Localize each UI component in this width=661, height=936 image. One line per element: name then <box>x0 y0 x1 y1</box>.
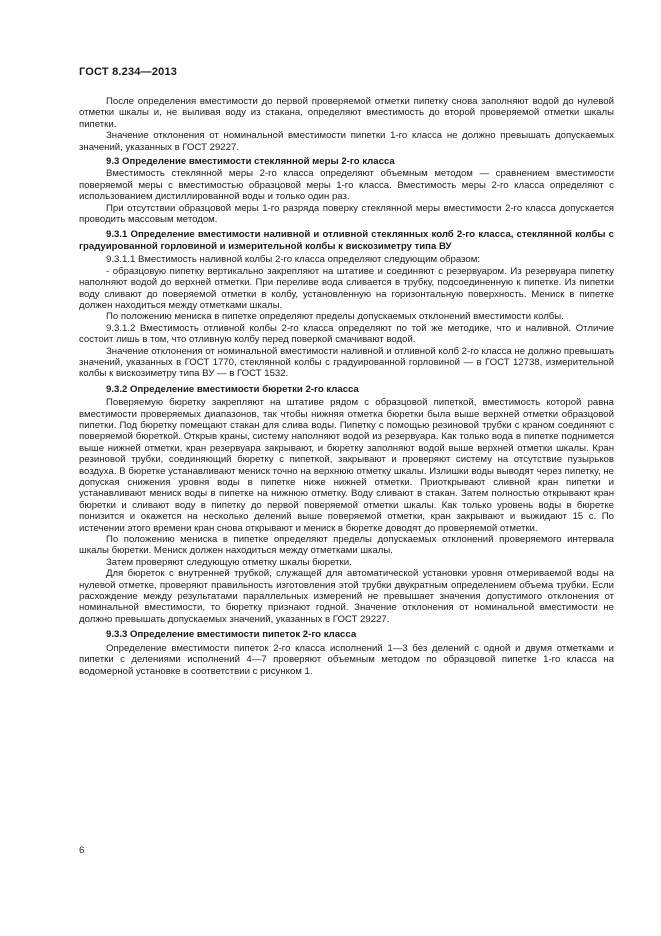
paragraph: Для бюреток с внутренней трубкой, служащей для автоматической установки уровня отмериваемой воды на нулевой отметке, проверяют правильность изготовления этой трубки двукратным определением объема трубки. Если расхождение между результатами параллельных измерений не превышает значения допустимого отклонения от номинальной вместимости, то бюретку признают годной. Значение отклонения от номинальной вместимости не должно превышать допускаемых значений, указанных в ГОСТ 29227. <box>79 568 614 625</box>
section-heading: 9.3 Определение вместимости стеклянной меры 2-го класса <box>106 156 395 168</box>
paragraph: Вместимость стеклянной меры 2-го класса определяют объемным методом — сравнением вместимости поверяемой меры с вместимостью образцовой меры 1-го класса. Вместимость меры 2-го класса определяют с использованием дистиллированной воды и только один раз. <box>79 168 614 203</box>
paragraph: 9.3.1.2 Вместимость отливной колбы 2-го класса определяют по той же методике, что и наливной. Отличие состоит лишь в том, что отливную колбу перед поверкой смачивают водой. <box>79 322 614 346</box>
paragraph: Определение вместимости пипеток 2-го класса исполнений 1—3 без делений с одной и двумя отметками и пипетки с делениями исполнений 4—7 проверяют объемным методом по образцовой пипетке 1-го класса на водомерной установке в соответствии с рисунком 1. <box>79 642 614 677</box>
paragraph: По положению мениска в пипетке определяют пределы допускаемых отклонений вместимости колбы. <box>106 311 564 323</box>
document-header: ГОСТ 8.234—2013 <box>79 66 178 78</box>
paragraph: - образцовую пипетку вертикально закрепляют на штативе и соединяют с резервуаром. Из резервуара пипетку наполняют водой до верхней отметки. При переливе вода сливается в трубку, подсоединенную к пипетке. Из пипетки воду сливают до поверяемой отметки в колбу, установленную на горизонтальную поверхность. Мениск в пипетке должен находиться между отметками шкалы. <box>79 265 614 311</box>
page-number: 6 <box>79 845 85 856</box>
paragraph: Значение отклонения от номинальной вместимости наливной и отливной колб 2-го класса не должно превышать значений, указанных в ГОСТ 1770, стеклянной колбы с градуированной горловиной — в ГОСТ 12738, измерительной колбы к вискозиметру типа ВУ — в ГОСТ 1532. <box>79 345 614 380</box>
section-heading: 9.3.3 Определение вместимости пипеток 2-го класса <box>106 629 357 641</box>
paragraph: Затем проверяют следующую отметку шкалы бюретки. <box>106 556 352 568</box>
document-body <box>79 96 614 677</box>
paragraph: При отсутствии образцовой меры 1-го разряда поверку стеклянной меры вместимости 2-го класса допускается проводить массовым методом. <box>79 202 614 226</box>
paragraph: Поверяемую бюретку закрепляют на штативе рядом с образцовой пипеткой, вместимость которой равна вместимости проверяемых диапазонов, так чтобы нижняя отметка бюретки была выше верхней отметки образцовой пипетки. Под бюретку помещают стакан для слива воды. Пипетку с помощью резиновой трубки с краном соединяют с поверяемой бюреткой. Открыв краны, систему наполняют водой из резервуара. Как только вода в пипетке поднимется выше нижней отметки, кран резервуара закрывают, и бюретку заполняют водой выше верхней отметки шкалы. Кран резиновой трубки, соединяющий бюретку с пипеткой, закрывают и проверяют систему на отсутствие пузырьков воздуха. В бюретке устанавливают мениск точно на верхнюю отметку шкалы. Излишки воды выводят через пипетку, не допуская снижения уровня воды в пипетке ниже нижней отметки. Приоткрывают сливной кран пипетки и устанавливают мениск воды в пипетке на нижнюю отметку. Воду сливают в стакан. Затем полностью открывают кран бюретки и сливают воду в пипетку до первой поверяемой отметки шкалы. Как только уровень воды в бюретке понизится и окажется на несколько делений выше поверяемой отметки, кран закрывают и выжидают 15 с. По истечении этого времени кран снова открывают и мениск в бюретке доводят до проверяемой отметки. <box>79 397 614 534</box>
paragraph: После определения вместимости до первой проверяемой отметки пипетку снова заполняют водой до нулевой отметки шкалы и, не выливая воду из стакана, определяют вместимость до второй проверяемой отметки шкалы пипетки. <box>79 96 614 130</box>
paragraph: Значение отклонения от номинальной вместимости пипетки 1-го класса не должно превышать допускаемых значений, указанных в ГОСТ 29227. <box>79 130 614 153</box>
section-heading: 9.3.1 Определение вместимости наливной и отливной стеклянных колб 2-го класса, стеклянной колбы с градуированной горловиной и измерительной колбы к вискозиметру типа ВУ <box>79 229 614 252</box>
paragraph: 9.3.1.1 Вместимость наливной колбы 2-го класса определяют следующим образом: <box>106 254 480 266</box>
paragraph: По положению мениска в пипетке определяют пределы допускаемых отклонений проверяемого интервала шкалы бюретки. Мениск должен находиться между отметками шкалы. <box>79 534 614 557</box>
section-heading: 9.3.2 Определение вместимости бюретки 2-го класса <box>106 383 359 395</box>
